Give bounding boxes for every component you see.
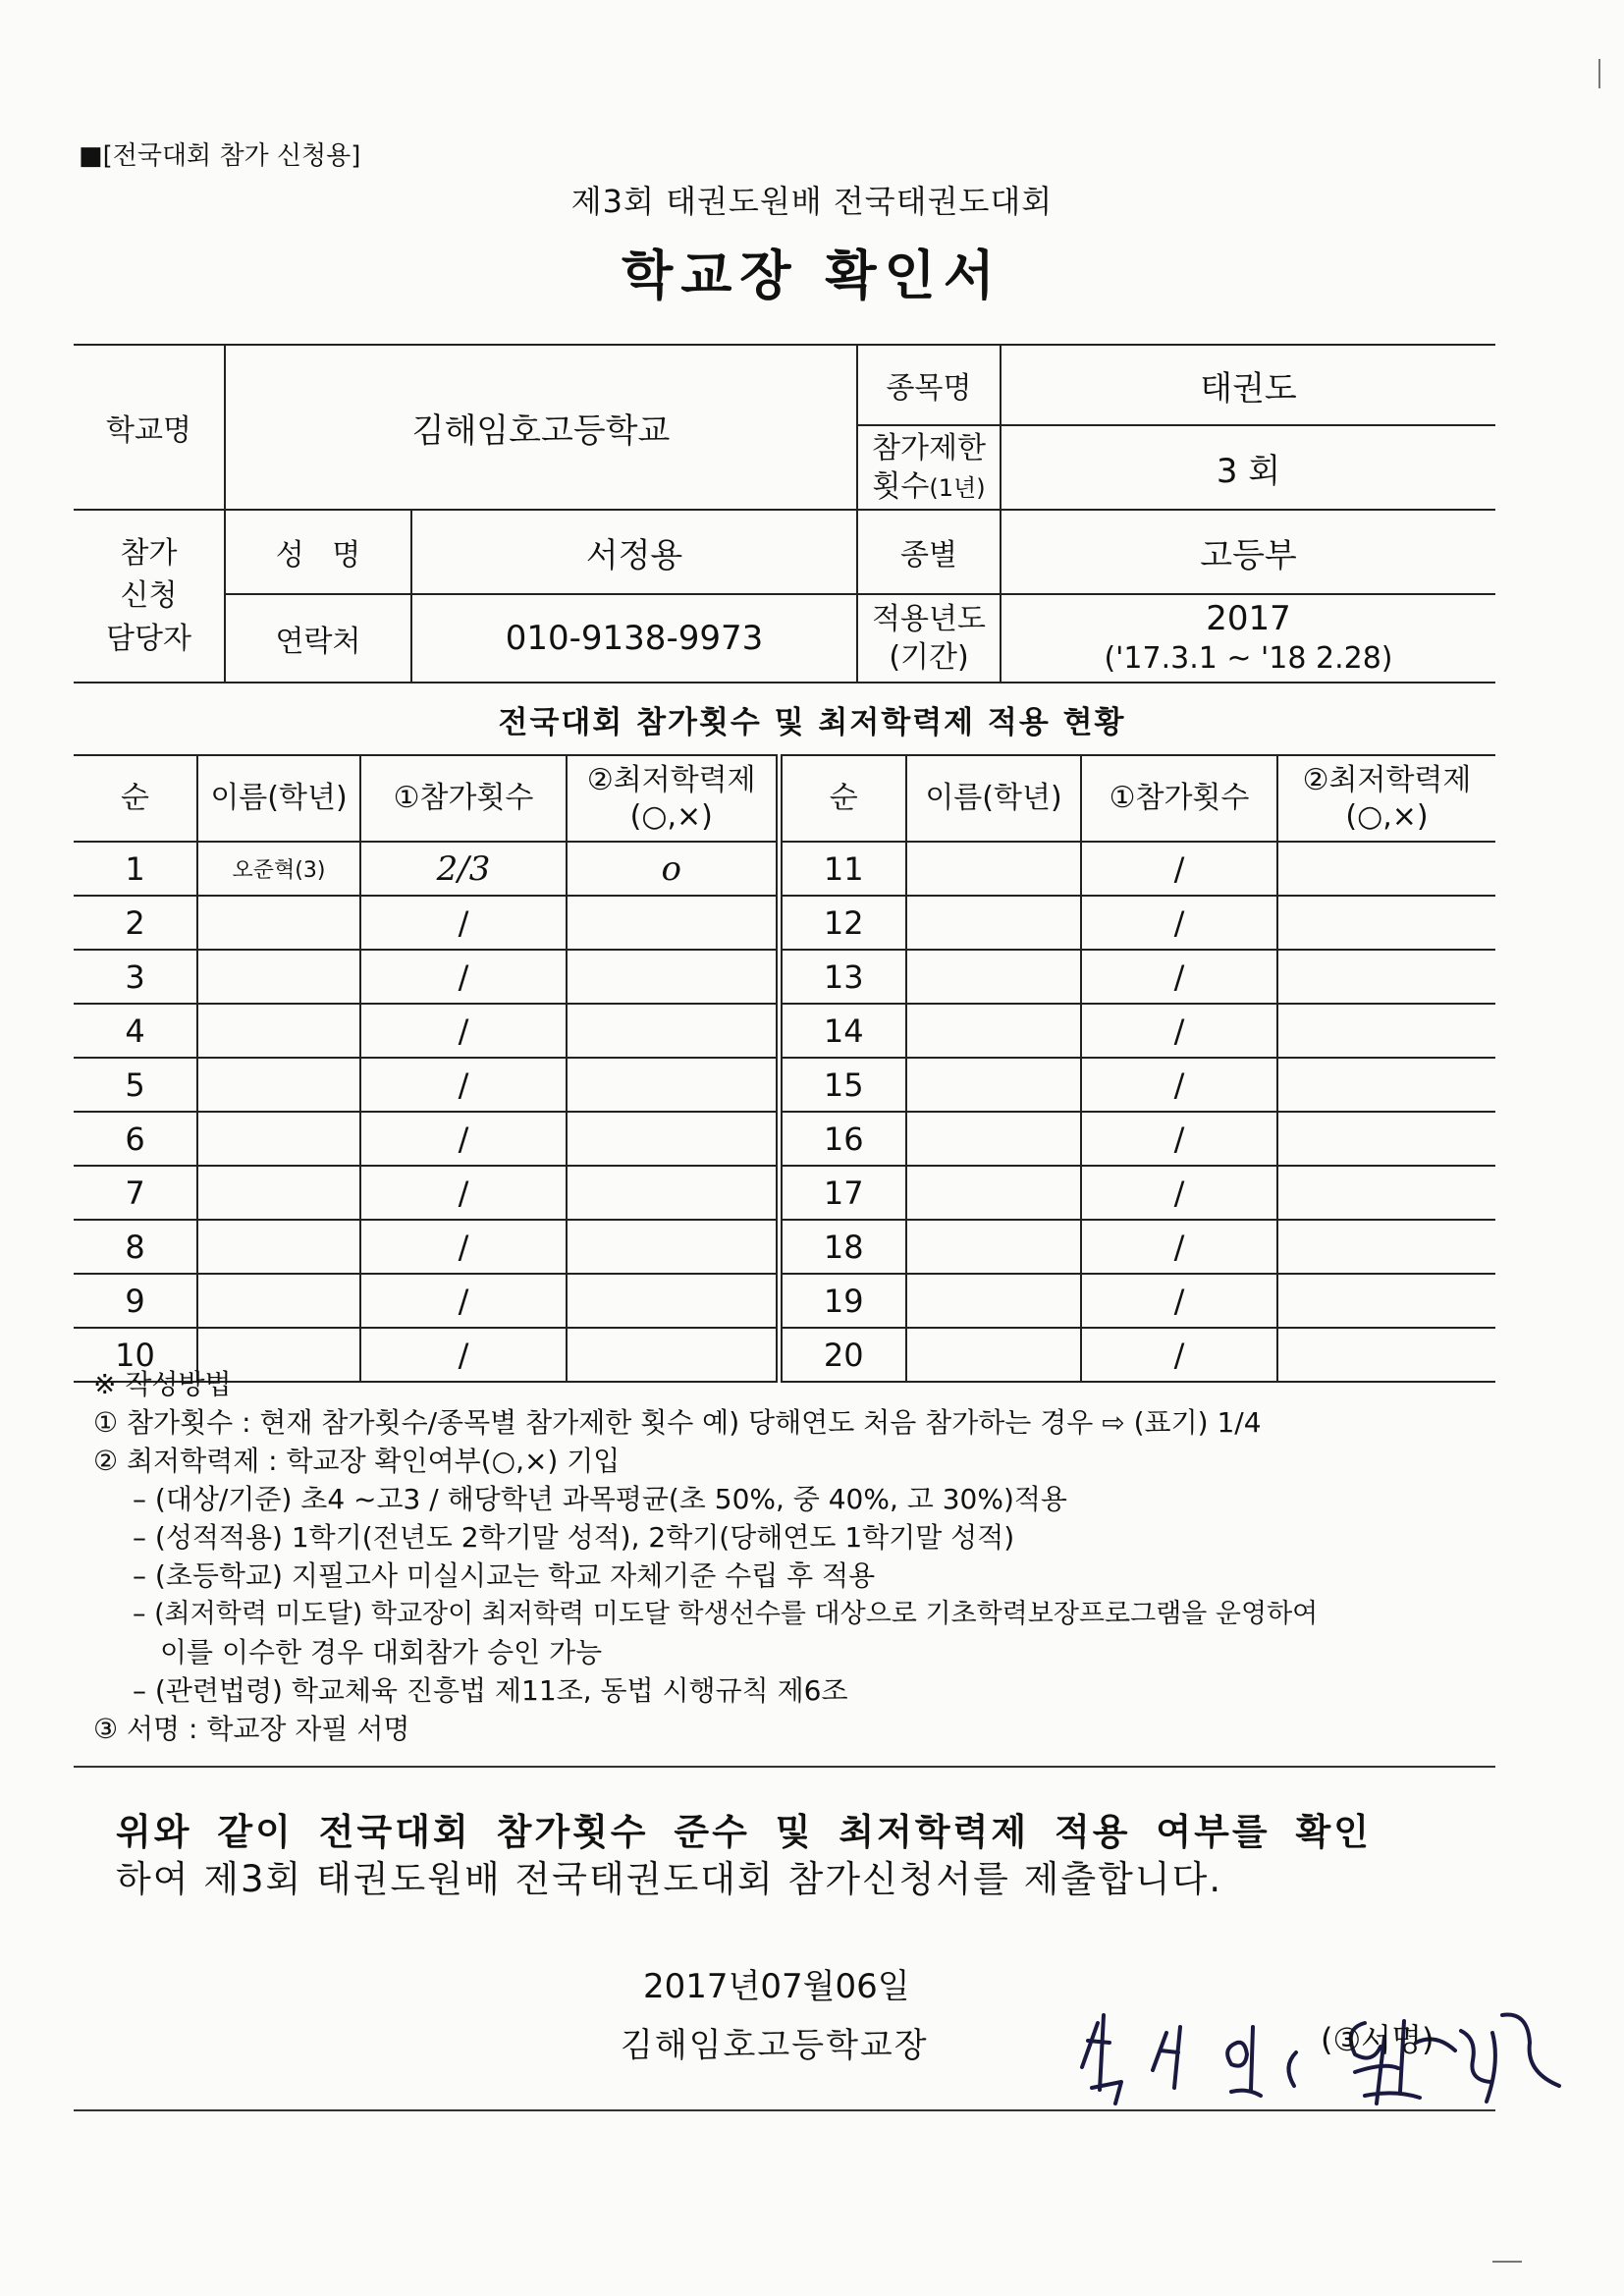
row-name — [197, 1112, 360, 1166]
manager-label-line2: 신청 — [120, 578, 178, 614]
row-min-level — [567, 896, 779, 950]
table-row — [74, 1112, 1495, 1166]
form-tag: ■[전국대회 참가 신청용] — [79, 141, 361, 171]
header-name: 이름(학년) — [197, 755, 360, 842]
row-name — [197, 1004, 360, 1058]
row-min-level — [567, 1058, 779, 1112]
name-label: 성 명 — [225, 510, 411, 594]
row-min-level — [1277, 842, 1495, 896]
row-name — [197, 896, 360, 950]
statement-line2: 하여 제3회 태권도원배 전국태권도대회 참가신청서를 제출합니다. — [116, 1858, 1223, 1900]
divider-line — [74, 1766, 1495, 1768]
row-name — [906, 1166, 1081, 1220]
row-seq: 11 — [779, 842, 906, 896]
row-min-level — [1277, 896, 1495, 950]
row-seq: 9 — [74, 1274, 197, 1328]
header-count: ①참가횟수 — [1081, 755, 1277, 842]
division-label: 종별 — [857, 510, 1001, 594]
row-count: / — [1081, 842, 1277, 896]
info-table — [74, 344, 1495, 683]
event-value: 태권도 — [1001, 345, 1495, 425]
period-label — [857, 594, 1001, 683]
row-count: / — [360, 1220, 567, 1274]
row-seq: 4 — [74, 1004, 197, 1058]
row-count: / — [360, 1166, 567, 1220]
bottom-line — [74, 2109, 1495, 2111]
row-name — [906, 896, 1081, 950]
row-name — [906, 950, 1081, 1004]
status-heading: 전국대회 참가횟수 및 최저학력제 적용 현황 — [498, 705, 1126, 740]
row-min-level — [567, 1220, 779, 1274]
table-row — [74, 896, 1495, 950]
period-range: ('17.3.1 ~ '18 2.28) — [1104, 641, 1393, 676]
issue-date: 2017년07월06일 — [643, 1967, 910, 2006]
principal-title: 김해임호고등학교장 — [621, 2026, 929, 2065]
instructions — [93, 1365, 1507, 1748]
row-seq: 13 — [779, 950, 906, 1004]
roster-header-row — [74, 755, 1495, 842]
scan-mark — [1598, 59, 1600, 88]
row-count: / — [1081, 1112, 1277, 1166]
row-count: / — [1081, 950, 1277, 1004]
row-count: / — [1081, 1274, 1277, 1328]
row-name — [197, 1166, 360, 1220]
row-count: / — [360, 1274, 567, 1328]
row-min-level — [1277, 1112, 1495, 1166]
table-row — [74, 842, 1495, 896]
table-row — [74, 1004, 1495, 1058]
row-count: 2/3 — [360, 842, 567, 896]
row-name — [906, 1274, 1081, 1328]
row-min-level — [567, 1112, 779, 1166]
row-count: / — [360, 1328, 567, 1382]
row-name — [906, 1220, 1081, 1274]
row-name — [906, 1112, 1081, 1166]
limit-label-line3: (1년) — [929, 474, 986, 502]
row-count: / — [360, 896, 567, 950]
manager-label-line3: 담당자 — [106, 621, 191, 656]
row-name — [906, 1058, 1081, 1112]
period-label-line1: 적용년도 — [872, 602, 986, 636]
row-seq: 20 — [779, 1328, 906, 1382]
row-min-level — [1277, 1166, 1495, 1220]
header-min-level-line2: (○,×) — [1345, 799, 1429, 834]
row-seq: 7 — [74, 1166, 197, 1220]
limit-label — [857, 425, 1001, 510]
row-name — [197, 1220, 360, 1274]
row-min-level: o — [567, 842, 779, 896]
manager-label-line1: 참가 — [120, 535, 178, 571]
row-count: / — [1081, 1220, 1277, 1274]
row-count: / — [1081, 1166, 1277, 1220]
row-count: / — [360, 1004, 567, 1058]
header-min-level-line1: ②최저학력제 — [1302, 762, 1472, 797]
scan-mark — [1492, 2261, 1522, 2263]
row-min-level — [567, 1004, 779, 1058]
row-seq: 6 — [74, 1112, 197, 1166]
row-min-level — [1277, 950, 1495, 1004]
table-row — [74, 950, 1495, 1004]
school-name: 김해임호고등학교 — [225, 345, 857, 510]
row-seq: 12 — [779, 896, 906, 950]
period-year: 2017 — [1206, 598, 1291, 638]
row-seq: 14 — [779, 1004, 906, 1058]
header-seq: 순 — [779, 755, 906, 842]
name-value: 서정용 — [411, 510, 857, 594]
row-min-level — [1277, 1274, 1495, 1328]
row-min-level — [567, 950, 779, 1004]
row-name — [197, 950, 360, 1004]
limit-value: 3 회 — [1001, 425, 1495, 510]
row-count: / — [1081, 896, 1277, 950]
note-line: – (대상/기준) 초4 ~고3 / 해당학년 과목평균(초 50%, 중 40%, 고 30%)적용 — [133, 1483, 1067, 1515]
document-title: 학교장 확인서 — [622, 245, 1002, 306]
row-seq: 8 — [74, 1220, 197, 1274]
manager-label — [74, 510, 225, 683]
row-seq: 15 — [779, 1058, 906, 1112]
note-line: – (최저학력 미도달) 학교장이 최저학력 미도달 학생선수를 대상으로 기초학력보장프로그램을 운영하여 — [133, 1599, 1319, 1629]
header-min-level-line2: (○,×) — [629, 799, 713, 834]
confirmation-statement — [116, 1809, 1510, 1903]
row-count: / — [1081, 1328, 1277, 1382]
row-seq: 17 — [779, 1166, 906, 1220]
limit-label-line2: 횟수 — [872, 469, 930, 504]
document-subtitle: 제3회 태권도원배 전국태권도대회 — [570, 183, 1054, 220]
row-seq: 18 — [779, 1220, 906, 1274]
note-line: – (초등학교) 지필고사 미실시교는 학교 자체기준 수립 후 적용 — [133, 1559, 876, 1592]
note-line: – (관련법령) 학교체육 진흥법 제11조, 동법 시행규칙 제6조 — [133, 1674, 848, 1707]
row-name — [906, 1004, 1081, 1058]
row-min-level — [1277, 1058, 1495, 1112]
note-line: – (성적적용) 1학기(전년도 2학기말 성적), 2학기(당해연도 1학기말 성적) — [133, 1521, 1015, 1554]
school-label: 학교명 — [74, 345, 225, 510]
row-min-level — [1277, 1220, 1495, 1274]
limit-label-line1: 참가제한 — [872, 431, 986, 465]
table-row — [74, 1274, 1495, 1328]
row-name — [197, 1058, 360, 1112]
event-label: 종목명 — [857, 345, 1001, 425]
row-seq: 19 — [779, 1274, 906, 1328]
division-value: 고등부 — [1001, 510, 1495, 594]
instructions-title: ※ 작성방법 — [93, 1368, 232, 1400]
row-count: / — [360, 1112, 567, 1166]
table-row — [74, 1058, 1495, 1112]
row-count: / — [360, 1058, 567, 1112]
row-seq: 1 — [74, 842, 197, 896]
row-name: 오준혁(3) — [197, 842, 360, 896]
table-row — [74, 1220, 1495, 1274]
row-seq: 10 — [74, 1328, 197, 1382]
row-count: / — [1081, 1058, 1277, 1112]
period-value — [1001, 594, 1495, 683]
row-seq: 2 — [74, 896, 197, 950]
statement-line1: 위와 같이 전국대회 참가횟수 준수 및 최저학력제 적용 여부를 확인 — [116, 1811, 1372, 1853]
row-min-level — [567, 1166, 779, 1220]
seal-label: (③서명) — [1321, 2021, 1435, 2058]
contact-value: 010-9138-9973 — [411, 594, 857, 683]
table-row — [74, 1166, 1495, 1220]
period-label-line2: (기간) — [889, 640, 969, 675]
note-line: ② 최저학력제 : 학교장 확인여부(○,×) 기입 — [93, 1445, 621, 1477]
header-min-level — [567, 755, 779, 842]
row-seq: 16 — [779, 1112, 906, 1166]
row-min-level — [1277, 1004, 1495, 1058]
note-line: ③ 서명 : 학교장 자필 서명 — [93, 1713, 410, 1745]
note-line: 이를 이수한 경우 대회참가 승인 가능 — [160, 1636, 603, 1668]
header-seq: 순 — [74, 755, 197, 842]
row-name — [197, 1274, 360, 1328]
header-min-level — [1277, 755, 1495, 842]
header-name: 이름(학년) — [906, 755, 1081, 842]
header-count: ①참가횟수 — [360, 755, 567, 842]
note-line: ① 참가횟수 : 현재 참가횟수/종목별 참가제한 횟수 예) 당해연도 처음 참가하는 경우 ⇨ (표기) 1/4 — [93, 1406, 1262, 1439]
row-name — [906, 842, 1081, 896]
row-seq: 5 — [74, 1058, 197, 1112]
roster-table — [74, 754, 1495, 1383]
row-seq: 3 — [74, 950, 197, 1004]
row-count: / — [1081, 1004, 1277, 1058]
row-min-level — [567, 1274, 779, 1328]
contact-label: 연락처 — [225, 594, 411, 683]
row-count: / — [360, 950, 567, 1004]
header-min-level-line1: ②최저학력제 — [586, 762, 756, 797]
